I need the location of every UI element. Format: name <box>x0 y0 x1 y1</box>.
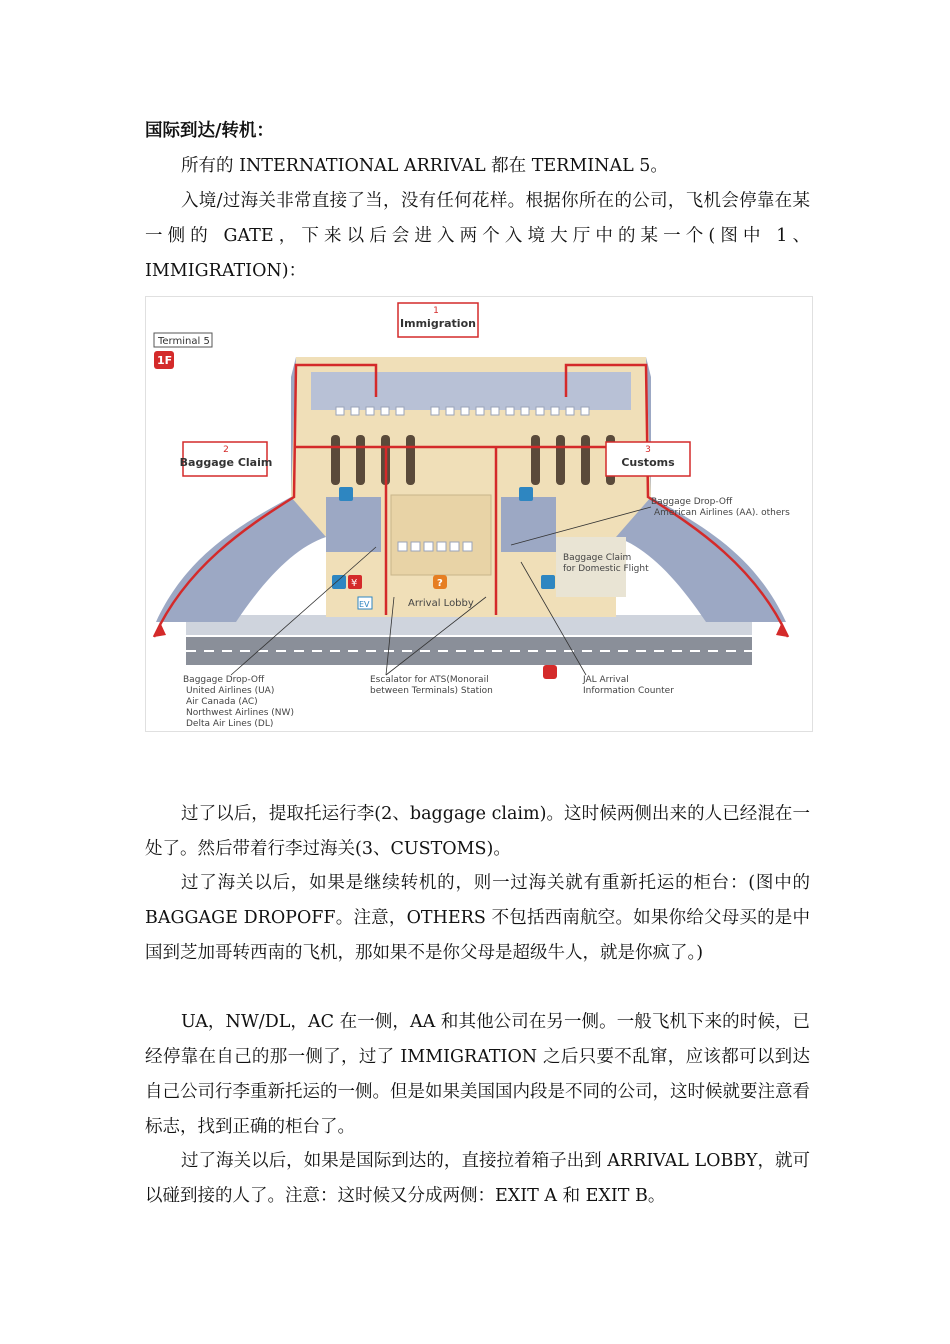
domestic-claim-line1: Baggage Claim <box>563 553 632 563</box>
gate-row <box>336 407 589 415</box>
customs-label: Customs <box>621 456 675 469</box>
floor-badge-text: 1F <box>157 354 173 367</box>
restroom-icon-center-right <box>519 487 533 501</box>
dropoff-ua-line: United Airlines (UA) <box>186 686 275 696</box>
paragraph-3: 过了以后，提取托运行李(2、baggage claim)。这时候两侧出来的人已经混在一处了。然后带着行李过海关(3、CUSTOMS)。 <box>145 804 810 859</box>
dropoff-aa-line1: Baggage Drop-Off <box>651 497 733 507</box>
left-block <box>326 497 381 552</box>
terminal-5-map <box>145 296 813 732</box>
arrival-lobby-label: Arrival Lobby <box>408 598 474 609</box>
paragraph-4: 过了海关以后，如果是继续转机的，则一过海关就有重新托运的柜台：(图中的 BAGGAGE DROPOFF。注意，OTHERS 不包括西南航空。如果你给父母买的是中国到芝加哥转西南的飞机，那如果不是你父母是超级牛人，就是你疯了。) <box>145 873 810 963</box>
paragraph-2: 入境/过海关非常直接了当，没有任何花样。根据你所在的公司，飞机会停靠在某一侧的 GATE，下来以后会进入两个入境大厅中的某一个(图中 1、IMMIGRATION)： <box>145 191 810 281</box>
jal-line2: Information Counter <box>583 686 674 696</box>
immigration-label: Immigration <box>400 317 476 330</box>
terminal-label: Terminal 5 <box>158 336 210 347</box>
domestic-claim-line2: for Domestic Flight <box>563 564 649 574</box>
paragraph-1: 所有的 INTERNATIONAL ARRIVAL 都在 TERMINAL 5。 <box>181 156 668 176</box>
center-hall <box>391 495 491 575</box>
road <box>186 637 752 665</box>
section-heading: 国际到达/转机： <box>145 121 274 141</box>
dropoff-ua-line: Air Canada (AC) <box>186 697 258 707</box>
restroom-icon-left <box>332 575 346 589</box>
baggage-claim-number: 2 <box>223 445 229 455</box>
dropoff-aa-line2: American Airlines (AA). others <box>654 508 790 518</box>
immigration-number: 1 <box>433 306 439 316</box>
route-arrow-left <box>154 622 166 637</box>
dropoff-ua-line: Delta Air Lines (DL) <box>186 719 274 729</box>
escalator-line1: Escalator for ATS(Monorail <box>370 675 489 685</box>
restroom-icon-right <box>541 575 555 589</box>
terminal-map-svg <box>146 297 812 731</box>
route-arrow-right <box>776 622 788 637</box>
restroom-icon-center-left <box>339 487 353 501</box>
info-label: ? <box>437 578 443 589</box>
paragraph-6: 过了海关以后，如果是国际到达的，直接拉着箱子出到 ARRIVAL LOBBY，就可以碰到接的人了。注意：这时候又分成两侧：EXIT A 和 EXIT B。 <box>145 1151 810 1206</box>
customs-number: 3 <box>645 445 651 455</box>
right-block <box>501 497 556 552</box>
escalator-line2: between Terminals) Station <box>370 686 493 696</box>
curb <box>186 615 752 635</box>
dropoff-ua-title: Baggage Drop-Off <box>183 675 265 685</box>
jal-line1: JAL Arrival <box>583 675 629 685</box>
baggage-claim-label: Baggage Claim <box>179 456 273 469</box>
gate-area <box>311 372 631 410</box>
dropoff-ua-line: Northwest Airlines (NW) <box>186 708 294 718</box>
paragraph-5: UA，NW/DL，AC 在一侧，AA 和其他公司在另一侧。一般飞机下来的时候，已经停靠在自己的那一侧了，过了 IMMIGRATION 之后只要不乱窜，应该都可以到达自己公司行李重新托运的一侧。但是如果美国国内段是不同的公司，这时候就要注意看标志，找到正确的柜台了。 <box>145 1012 810 1137</box>
yen-label: ¥ <box>351 578 358 589</box>
elevator-label: EV <box>359 600 370 609</box>
jal-counter-icon <box>543 665 557 679</box>
